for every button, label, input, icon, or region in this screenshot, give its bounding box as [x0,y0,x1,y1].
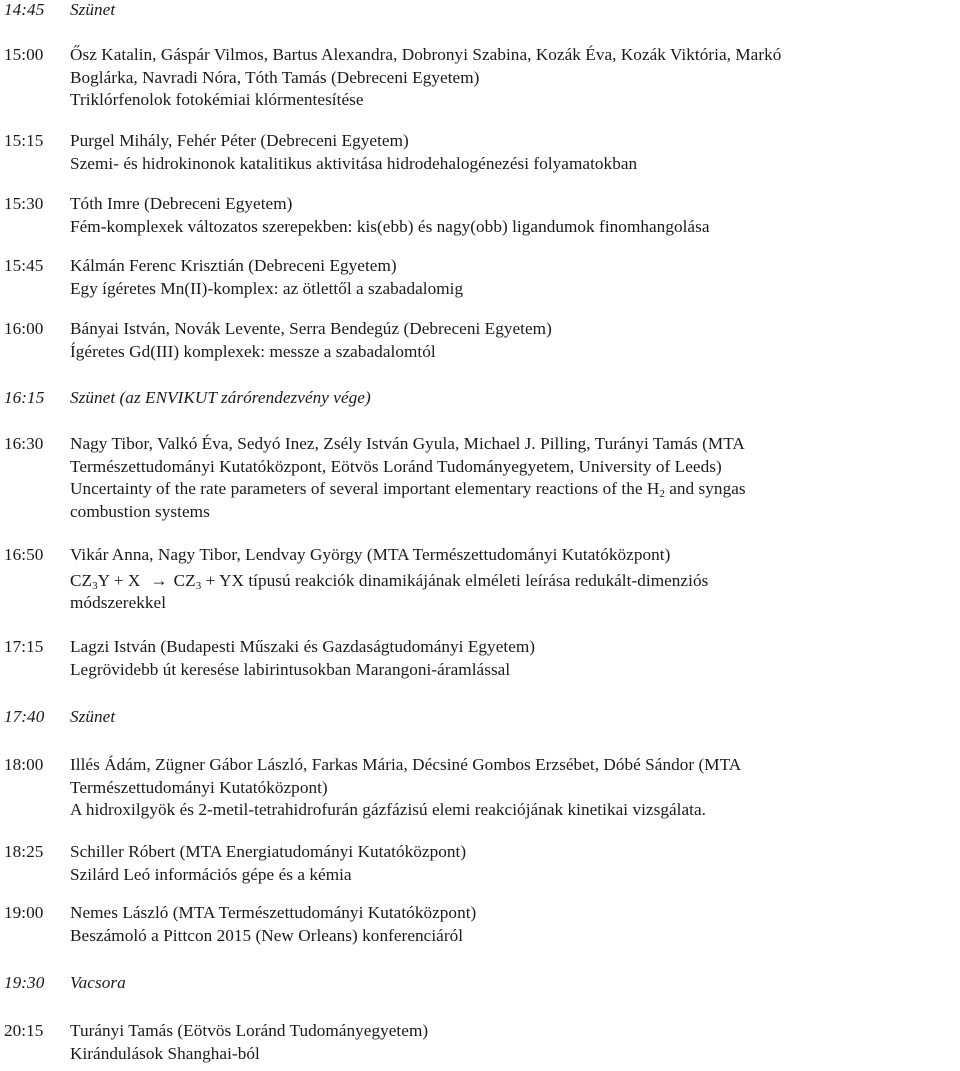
talk-title: Ígéretes Gd(III) komplexek: messze a szabadalomtól [70,341,436,361]
talk-authors: Természettudományi Kutatóközpont, Eötvös Loránd Tudományegyetem, University of Leeds) [70,456,722,476]
talk-title: A hidroxilgyök és 2-metil-tetrahidrofurán gázfázisú elemi reakciójának kinetikai vizsgálata. [70,800,707,819]
talk-title: Legrövidebb út keresése labirintusokban Marangoni-áramlással [70,659,511,679]
schedule-talk [4,902,954,947]
break-label: Szünet [70,0,116,19]
talk-authors: Schiller Róbert (MTA Energiatudományi Kutatóközpont) [70,842,467,861]
session-time: 15:30 [4,194,44,213]
talk-title: Uncertainty of the rate parameters of several important elementary reactions of the $H_2$ and syngas [70,479,746,500]
schedule-talk [4,44,954,112]
schedule-talk [4,255,954,300]
schedule-talk [4,433,954,523]
schedule-talk [4,318,954,363]
talk-authors: Nagy Tibor, Valkó Éva, Sedyó Inez, Zsély István Gyula, Michael J. Pilling, Turányi Tamás (MTA [70,434,745,453]
schedule-talk [4,193,954,238]
talk-title: Szilárd Leó információs gépe és a kémia [70,864,352,884]
schedule-talk [4,544,954,615]
schedule-break [4,0,954,22]
schedule-break [4,972,954,995]
session-time: 17:15 [4,637,44,656]
talk-title: Kirándulások Shanghai-ból [70,1043,260,1063]
talk-title: Egy ígéretes Mn(II)-komplex: az ötlettől a szabadalomig [70,278,464,298]
session-time: 16:50 [4,545,44,564]
arrow-icon: → [150,570,168,590]
talk-title: Triklórfenolok fotokémiai klórmentesítése [70,90,364,109]
talk-authors: Lagzi István (Budapesti Műszaki és Gazdaságtudományi Egyetem) [70,637,536,656]
session-time: 18:00 [4,755,44,774]
talk-authors: Illés Ádám, Zügner Gábor László, Farkas Mária, Décsiné Gombos Erzsébet, Dóbé Sándor (MTA [70,755,742,774]
talk-title: $CZ_3Y + X \to CZ_3$ + YX típusú reakciók dinamikájának elméleti leírása redukált-dimenziós [70,570,709,592]
session-time: 16:15 [4,388,45,407]
schedule-talk [4,1020,954,1065]
session-time: 15:00 [4,45,44,64]
schedule-break [4,706,954,729]
schedule-break [4,387,954,410]
session-time: 17:40 [4,707,45,726]
break-label: Szünet (az ENVIKUT zárórendezvény vége) [70,388,371,407]
session-time: 19:30 [4,973,45,992]
talk-authors: Tóth Imre (Debreceni Egyetem) [70,194,293,213]
talk-authors: Kálmán Ferenc Krisztián (Debreceni Egyetem) [70,256,397,275]
talk-authors: Bányai István, Novák Levente, Serra Bendegúz (Debreceni Egyetem) [70,319,552,338]
schedule-talk [4,636,954,681]
talk-title: Fém-komplexek változatos szerepekben: kis(ebb) és nagy(obb) ligandumok finomhangolása [70,216,710,236]
break-label: Szünet [70,707,116,726]
talk-authors: Purgel Mihály, Fehér Péter (Debreceni Egyetem) [70,131,409,150]
break-label: Vacsora [70,973,126,992]
talk-authors: Turányi Tamás (Eötvös Loránd Tudományegyetem) [70,1021,429,1040]
talk-title: módszerekkel [70,593,167,612]
schedule-talk [4,754,954,822]
session-time: 16:30 [4,434,44,453]
talk-authors: Nemes László (MTA Természettudományi Kutatóközpont) [70,903,477,922]
talk-authors: Ősz Katalin, Gáspár Vilmos, Bartus Alexandra, Dobronyi Szabina, Kozák Éva, Kozák Viktória, Markó [70,45,782,64]
schedule-talk [4,841,954,886]
talk-title: Szemi- és hidrokinonok katalitikus aktivitása hidrodehalogénezési folyamatokban [70,153,638,173]
talk-title: combustion systems [70,501,210,521]
talk-authors: Természettudományi Kutatóközpont) [70,777,328,797]
talk-authors: Vikár Anna, Nagy Tibor, Lendvay György (MTA Természettudományi Kutatóközpont) [70,545,671,564]
session-time: 16:00 [4,319,44,338]
session-time: 15:45 [4,256,44,275]
session-time: 15:15 [4,131,44,150]
session-time: 19:00 [4,903,44,922]
talk-authors: Boglárka, Navradi Nóra, Tóth Tamás (Debreceni Egyetem) [70,67,480,87]
talk-title: Beszámoló a Pittcon 2015 (New Orleans) konferenciáról [70,925,464,945]
session-time: 20:15 [4,1021,44,1040]
schedule-talk [4,130,954,175]
session-time: 18:25 [4,842,44,861]
session-time: 14:45 [4,0,45,19]
